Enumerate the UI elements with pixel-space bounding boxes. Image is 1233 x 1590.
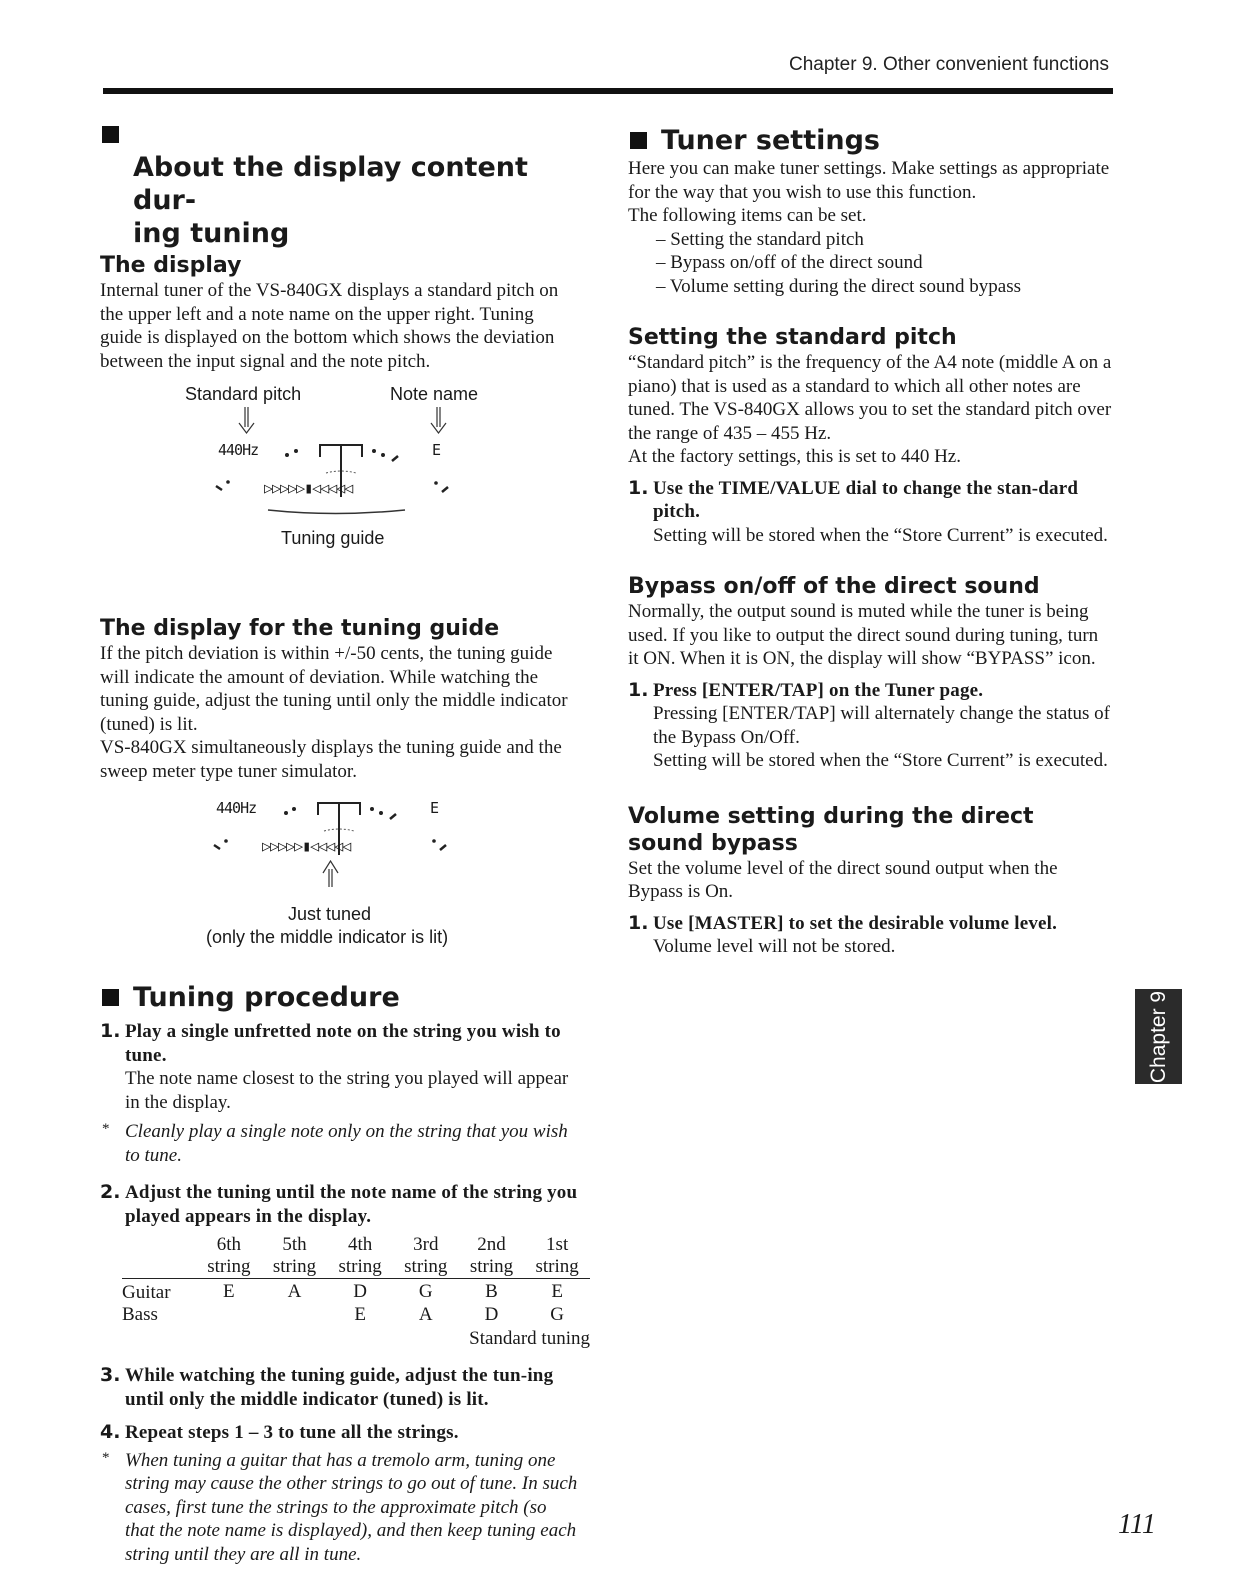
lcd-note-name: E bbox=[432, 441, 441, 459]
tuner-items-lead: The following items can be set. bbox=[628, 205, 867, 226]
subtitle-the-display: The display bbox=[100, 253, 242, 278]
table-header: 3rd bbox=[413, 1234, 439, 1255]
subtitle-bypass: Bypass on/off of the direct sound bbox=[628, 574, 1040, 599]
tuning-guide-diagram bbox=[100, 791, 580, 959]
lcd-tuning-guide: ▷▷▷▷▷▮◁◁◁◁◁ bbox=[264, 479, 353, 497]
lcd-standard-pitch-2: 440Hz bbox=[216, 799, 257, 817]
standard-pitch-factory: At the factory settings, this is set to 440 Hz. bbox=[628, 446, 961, 467]
tuner-intro: Here you can make tuner settings. Make settings as appropriate for the way that you wish to use this function. bbox=[628, 158, 1110, 203]
subtitle-volume: Volume setting during the direct sound bypass bbox=[628, 803, 1034, 856]
step-lead: Repeat steps 1 – 3 to tune all the strings. bbox=[125, 1422, 459, 1443]
step-lead: Play a single unfretted note on the string you wish to tune. bbox=[125, 1021, 561, 1066]
step-body: Setting will be stored when the “Store Current” is executed. bbox=[653, 524, 1108, 546]
procedure-step-3 bbox=[100, 1364, 580, 1411]
procedure-step-1 bbox=[100, 1020, 580, 1114]
step-number: 3. bbox=[100, 1364, 121, 1386]
table-header-row bbox=[122, 1234, 590, 1256]
procedure-note-2 bbox=[100, 1449, 580, 1567]
chapter-header: Chapter 9. Other convenient functions bbox=[788, 54, 1109, 75]
note-text: Cleanly play a single note only on the string that you wish to tune. bbox=[125, 1121, 568, 1166]
note-text: When tuning a guitar that has a tremolo arm, tuning one string may cause the other strings to go out of tune. In such cases, first tune the strings to the approximate pitch (so that the note name is displayed), and then keep tuning each string until they are all in tune. bbox=[125, 1449, 578, 1565]
step-body: Setting will be stored when the “Store Current” is executed. bbox=[653, 750, 1108, 771]
table-header: string bbox=[272, 1256, 317, 1277]
table-header: 5th bbox=[282, 1234, 307, 1255]
step-lead: Use the TIME/VALUE dial to change the stan-dard pitch. bbox=[653, 477, 1079, 522]
procedure-note-1 bbox=[100, 1120, 580, 1167]
table-cell: E bbox=[223, 1280, 235, 1302]
step-number: 1. bbox=[628, 678, 649, 701]
label-standard-pitch: Standard pitch bbox=[185, 384, 302, 404]
table-cell: B bbox=[485, 1280, 498, 1302]
standard-tuning-table bbox=[122, 1234, 590, 1350]
section-title-display bbox=[100, 118, 580, 250]
table-cell: D bbox=[353, 1280, 367, 1302]
procedure-step-2 bbox=[100, 1181, 580, 1228]
lcd-tuning-guide-2: ▷▷▷▷▷▮◁◁◁◁◁ bbox=[262, 837, 351, 855]
display-body: Internal tuner of the VS-840GX displays a standard pitch on the upper left and a note name on the upper right. Tuning guide is displayed on the bottom which shows the deviation between the input signal and the note pitch. bbox=[100, 280, 559, 372]
guide-body-2: VS-840GX simultaneously displays the tuning guide and the sweep meter type tuner simulator. bbox=[100, 737, 562, 782]
table-cell: A bbox=[418, 1304, 433, 1325]
section-title-tuner-settings-text: Tuner settings bbox=[661, 125, 880, 156]
label-just-tuned: Just tuned bbox=[288, 904, 372, 924]
step-number: 2. bbox=[100, 1181, 121, 1203]
section-bullet-icon bbox=[630, 132, 647, 149]
step-lead: Adjust the tuning until the note name of the string you played appears in the display. bbox=[125, 1182, 578, 1227]
label-only-middle-lit: (only the middle indicator is lit) bbox=[206, 927, 449, 947]
table-cell: G bbox=[550, 1304, 564, 1325]
table-header: string bbox=[338, 1256, 382, 1277]
table-cell bbox=[196, 1304, 262, 1326]
tuner-display-diagram bbox=[100, 383, 580, 571]
section-title-tuning-procedure bbox=[100, 981, 580, 1014]
volume-step-1 bbox=[628, 912, 1112, 959]
right-column bbox=[628, 118, 1112, 959]
asterisk-icon: * bbox=[102, 1449, 110, 1466]
table-cell: A bbox=[287, 1280, 302, 1302]
list-item: – Volume setting during the direct sound bypass bbox=[656, 275, 1022, 297]
section-title-tuning-procedure-text: Tuning procedure bbox=[133, 982, 400, 1013]
step-number: 1. bbox=[100, 1020, 121, 1042]
table-cell: G bbox=[418, 1280, 433, 1302]
lcd-standard-pitch: 440Hz bbox=[218, 441, 259, 459]
step-body: Volume level will not be stored. bbox=[653, 936, 896, 957]
header-rule bbox=[103, 88, 1113, 94]
step-body: The note name closest to the string you played will appear in the display. bbox=[125, 1068, 569, 1113]
table-header: 1st bbox=[546, 1234, 569, 1255]
table-cell: D bbox=[484, 1304, 499, 1325]
chapter-side-tab bbox=[1135, 989, 1182, 1084]
list-item: – Setting the standard pitch bbox=[656, 228, 864, 250]
guide-body-1: If the pitch deviation is within +/-50 cents, the tuning guide will indicate the amount of deviation. While watching the tuning guide, adjust the tuning until only the middle indicator (tuned) is lit. bbox=[100, 643, 568, 735]
bypass-step-1 bbox=[628, 679, 1112, 773]
standard-pitch-body: “Standard pitch” is the frequency of the A4 note (middle A on a piano) that is used as a standard to which all other notes are tuned. The VS-840GX allows you to set the standard pitch over the range of 435 – 455 Hz. bbox=[628, 352, 1112, 444]
section-title-display-text: About the display content dur- ing tuning bbox=[133, 152, 528, 249]
subtitle-standard-pitch: Setting the standard pitch bbox=[628, 325, 957, 350]
procedure-step-4 bbox=[100, 1421, 580, 1445]
row-label: Guitar bbox=[122, 1282, 171, 1303]
pointer-arrows-icon bbox=[100, 405, 580, 435]
step-number: 1. bbox=[628, 911, 649, 934]
table-header: 2nd bbox=[477, 1234, 506, 1255]
table-header: string bbox=[469, 1256, 514, 1277]
section-bullet-icon bbox=[102, 126, 119, 143]
step-lead: Use [MASTER] to set the desirable volume level. bbox=[653, 912, 1058, 934]
table-header: 6th bbox=[216, 1234, 241, 1255]
section-bullet-icon bbox=[102, 989, 119, 1006]
table-header: 4th bbox=[348, 1234, 373, 1255]
chapter-side-tab-label: Chapter 9 bbox=[1146, 990, 1170, 1083]
volume-body: Set the volume level of the direct sound output when the Bypass is On. bbox=[628, 857, 1058, 902]
table-cell bbox=[262, 1304, 328, 1326]
subtitle-tuning-guide-display: The display for the tuning guide bbox=[100, 616, 500, 641]
lcd-note-name-2: E bbox=[430, 799, 439, 817]
table-cell: E bbox=[551, 1280, 563, 1302]
row-label: Bass bbox=[122, 1304, 158, 1325]
step-lead: Press [ENTER/TAP] on the Tuner page. bbox=[653, 679, 984, 701]
table-row bbox=[122, 1279, 590, 1305]
label-tuning-guide: Tuning guide bbox=[281, 528, 385, 548]
table-header: string bbox=[404, 1256, 448, 1277]
asterisk-icon: * bbox=[102, 1121, 110, 1137]
table-row bbox=[122, 1304, 590, 1326]
standard-pitch-step-1 bbox=[628, 477, 1112, 548]
table-header: string bbox=[535, 1256, 579, 1277]
page-number: 111 bbox=[1118, 1509, 1156, 1540]
step-number: 4. bbox=[100, 1421, 121, 1443]
step-lead: While watching the tuning guide, adjust the tun-ing until only the middle indicator (tuned) is lit. bbox=[125, 1365, 554, 1410]
table-caption-row bbox=[122, 1326, 590, 1350]
left-column bbox=[100, 118, 590, 1566]
step-number: 1. bbox=[628, 476, 649, 499]
sweep-meter-icon bbox=[100, 435, 580, 515]
list-item: – Bypass on/off of the direct sound bbox=[656, 252, 923, 273]
section-title-tuner-settings bbox=[628, 124, 1112, 157]
label-note-name: Note name bbox=[390, 384, 479, 404]
bypass-body: Normally, the output sound is muted while the tuner is being used. If you like to output the direct sound during tuning, turn it ON. When it is ON, the display will show “BYPASS” icon. bbox=[628, 601, 1099, 669]
table-header: string bbox=[207, 1256, 251, 1277]
table-cell: E bbox=[354, 1304, 366, 1325]
step-body: Pressing [ENTER/TAP] will alternately change the status of the Bypass On/Off. bbox=[653, 703, 1111, 748]
table-caption: Standard tuning bbox=[469, 1328, 590, 1349]
table-header-row bbox=[122, 1256, 590, 1279]
